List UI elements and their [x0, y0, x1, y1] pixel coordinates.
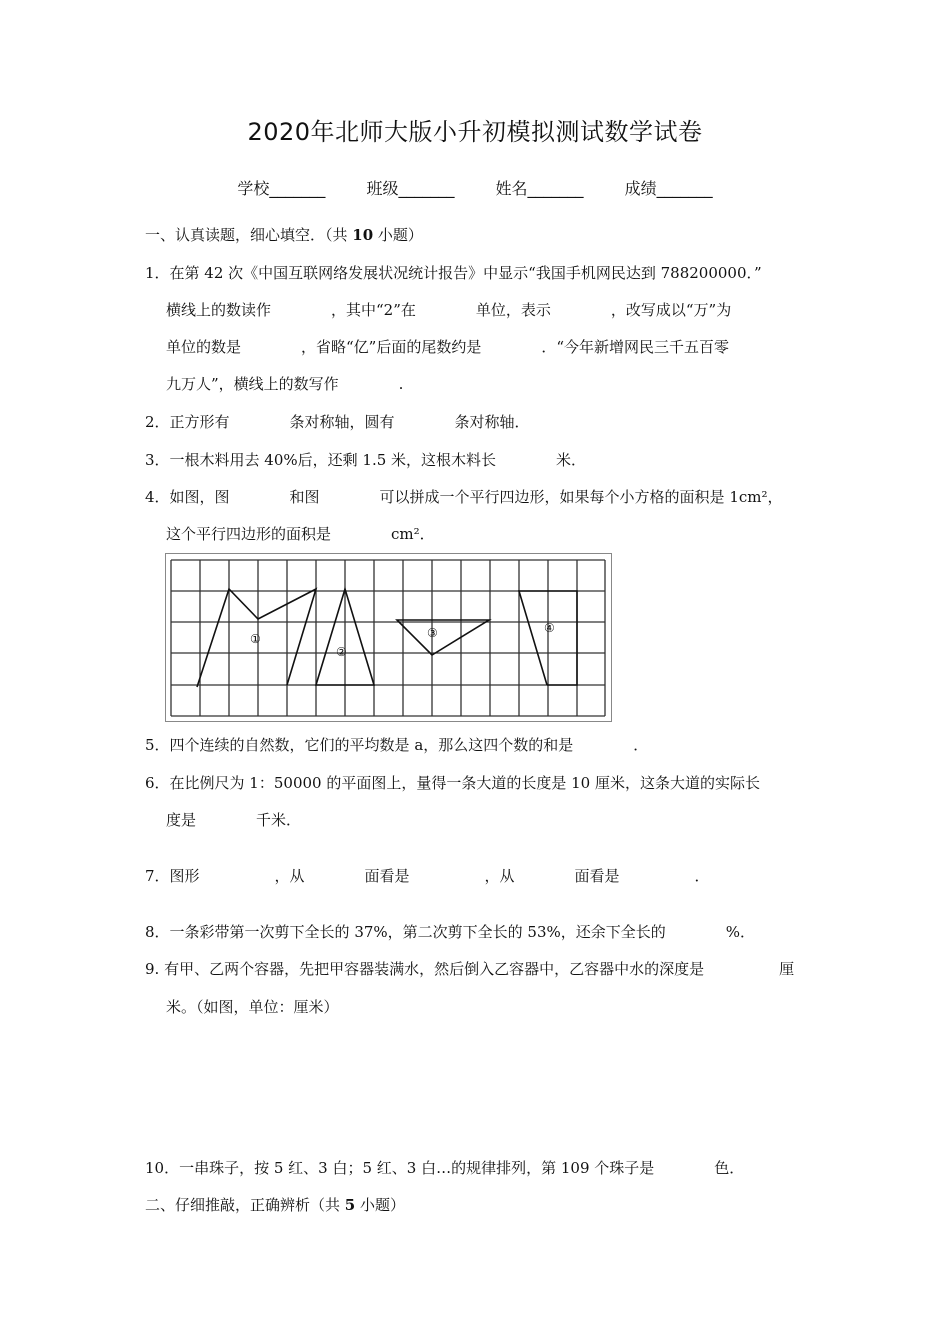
section-1-suffix: 小题）	[373, 226, 423, 244]
question-9-line-1: 9. 有甲、乙两个容器，先把甲容器装满水，然后倒入乙容器中，乙容器中水的深度是 厘	[145, 960, 795, 978]
section-1-heading	[145, 224, 423, 245]
section-2-suffix: 小题）	[355, 1196, 405, 1214]
question-9-line-2: 米。（如图，单位：厘米）	[166, 998, 339, 1016]
class-field[interactable]: 班级_______	[366, 179, 455, 198]
question-6-line-1: 6．在比例尺为 1：50000 的平面图上，量得一条大道的长度是 10 厘米，这条大道的实际长	[145, 774, 760, 792]
question-10: 10．一串珠子，按 5 红、3 白；5 红、3 白…的规律排列，第 109 个珠子是 色．	[145, 1159, 745, 1177]
question-1-line-2: 横线上的数读作 ，其中“2”在 单位，表示 ，改写成以“万”为	[166, 301, 732, 319]
score-field[interactable]: 成绩_______	[624, 179, 713, 198]
shape-1-label: ①	[250, 632, 261, 646]
page-title: 2020年北师大版小升初模拟测试数学试卷	[247, 118, 703, 146]
school-field[interactable]: 学校_______	[237, 179, 326, 198]
section-2-prefix: 二、仔细推敲，正确辨析（共	[145, 1196, 345, 1214]
section-2-count: 5	[344, 1196, 356, 1214]
student-info-row	[0, 176, 950, 199]
section-1-count: 10	[352, 226, 374, 244]
question-3: 3．一根木料用去 40%后，还剩 1.5 米，这根木料长 米．	[145, 451, 587, 469]
name-field[interactable]: 姓名_______	[495, 179, 584, 198]
shape-4-label: ④	[544, 621, 555, 635]
question-4-line-1: 4．如图，图 和图 可以拼成一个平行四边形，如果每个小方格的面积是 1cm²，	[145, 488, 783, 506]
question-1-line-3: 单位的数是 ，省略“亿”后面的尾数约是 ．“今年新增网民三千五百零	[166, 338, 730, 356]
grid-frame	[166, 554, 612, 722]
question-1-line-4: 九万人”，横线上的数写作 .	[166, 375, 404, 393]
question-6-line-2: 度是 千米．	[166, 811, 302, 829]
question-4-line-2: 这个平行四边形的面积是 cm²．	[166, 525, 435, 543]
question-7: 7．图形 ，从 面看是 ，从 面看是 ．	[145, 867, 710, 885]
shape-2-label: ②	[336, 645, 347, 659]
grid-figure	[165, 553, 612, 722]
shape-3-label: ③	[427, 626, 438, 640]
question-2: 2．正方形有 条对称轴，圆有 条对称轴．	[145, 413, 530, 431]
question-1-line-1: 1．在第 42 次《中国互联网络发展状况统计报告》中显示“我国手机网民达到 788200000．”	[145, 264, 762, 282]
question-5: 5．四个连续的自然数，它们的平均数是 a，那么这四个数的和是 ．	[145, 736, 649, 754]
section-2-heading	[145, 1194, 405, 1215]
question-8: 8．一条彩带第一次剪下全长的 37%，第二次剪下全长的 53%，还余下全长的 %．	[145, 923, 756, 941]
section-1-prefix: 一、认真读题，细心填空．（共	[145, 226, 353, 244]
